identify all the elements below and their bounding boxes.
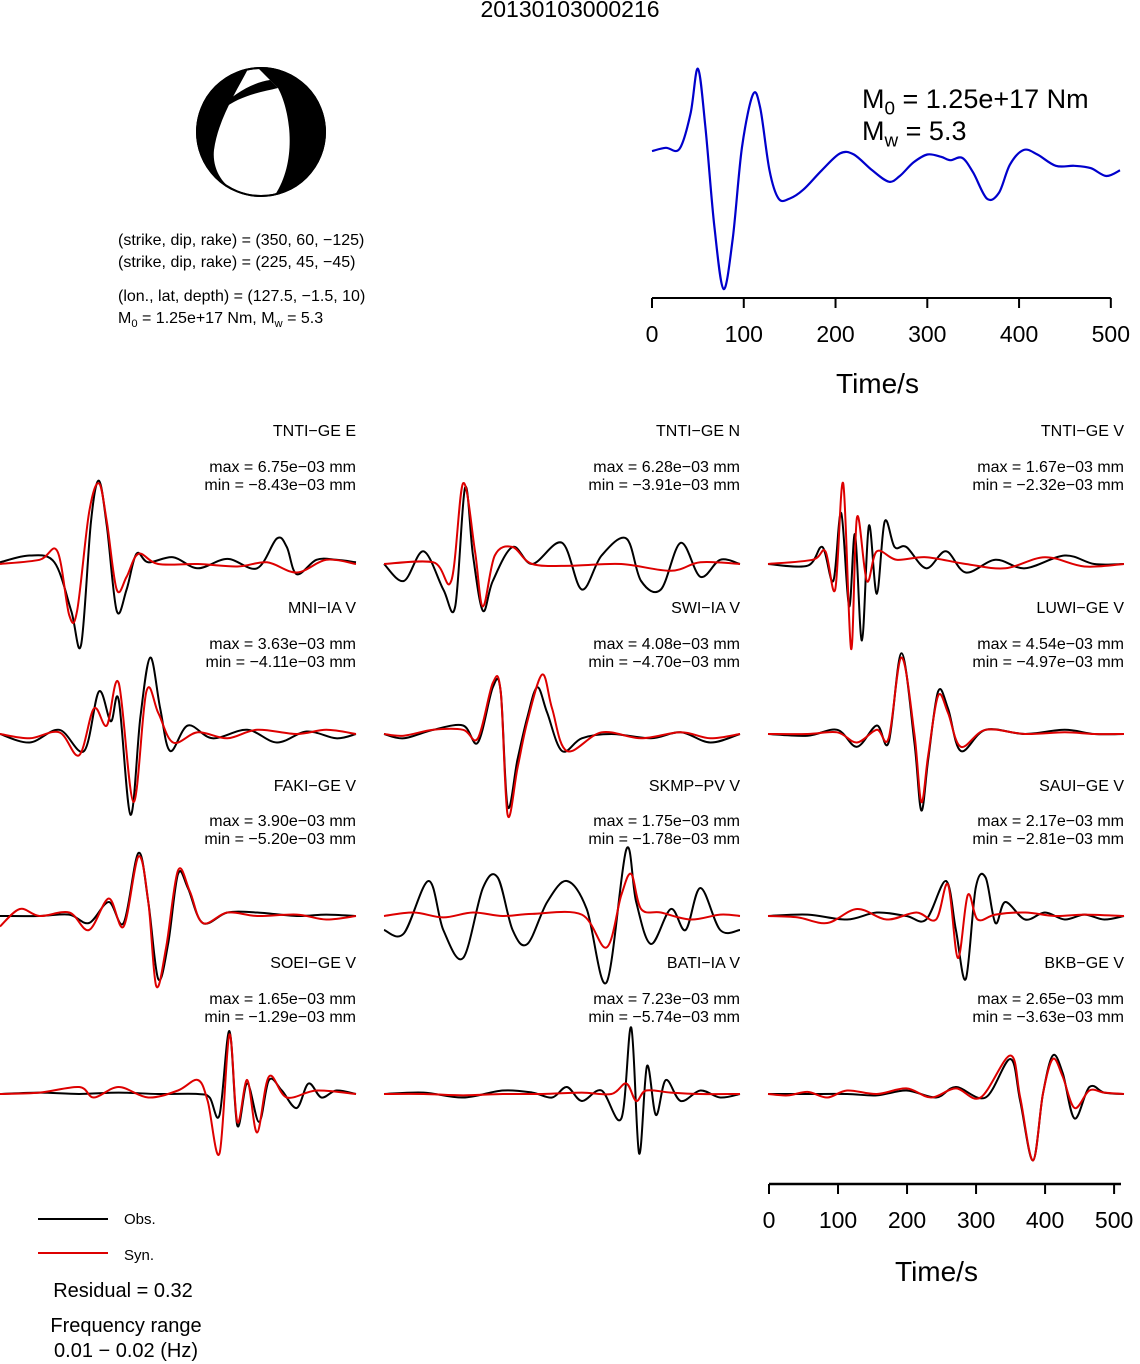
station-min: min = −5.20e−03 mm <box>204 831 356 848</box>
freq-label: Frequency range <box>50 1315 202 1337</box>
wave-x-tick-label: 200 <box>887 1207 927 1233</box>
obs-trace <box>384 487 740 613</box>
station-min: min = −2.32e−03 mm <box>972 477 1124 494</box>
syn-trace <box>384 483 740 607</box>
obs-trace <box>768 1055 1124 1161</box>
station-min: min = −3.91e−03 mm <box>588 477 740 494</box>
source-line-2: (strike, dip, rake) = (225, 45, −45) <box>118 254 356 271</box>
station-max: max = 4.08e−03 mm <box>593 636 740 653</box>
obs-trace <box>0 1031 356 1127</box>
station-max: max = 4.54e−03 mm <box>977 636 1124 653</box>
station-name: SOEI−GE V <box>270 955 356 972</box>
station-max: max = 3.63e−03 mm <box>209 636 356 653</box>
station-min: min = −2.81e−03 mm <box>972 831 1124 848</box>
legend-obs-label: Obs. <box>124 1211 156 1228</box>
station-name: TNTI−GE N <box>655 423 740 440</box>
plot-title: 20130103000216 <box>480 0 660 22</box>
stf-x-tick-label: 0 <box>645 321 659 347</box>
legend-syn-label: Syn. <box>124 1247 155 1264</box>
stf-x-tick-label: 200 <box>816 321 855 347</box>
source-line-1: (strike, dip, rake) = (350, 60, −125) <box>118 232 365 249</box>
stf-x-tick-label: 500 <box>1091 321 1131 347</box>
source-line-3: (lon., lat, depth) = (127.5, −1.5, 10) <box>118 288 366 305</box>
station-name: SWI−IA V <box>671 600 740 617</box>
stf-line <box>652 69 1120 289</box>
wave-x-tick-label: 500 <box>1094 1207 1134 1233</box>
station-min: min = −4.11e−03 mm <box>205 654 356 671</box>
station-max: max = 2.17e−03 mm <box>977 813 1124 830</box>
wave-x-tick-label: 300 <box>956 1207 996 1233</box>
station-max: max = 6.75e−03 mm <box>209 459 356 476</box>
stf-m0: $M_0 = 1.25e+17$ Nm <box>862 84 1089 120</box>
station-min: min = −5.74e−03 mm <box>588 1009 740 1026</box>
station-max: max = 1.75e−03 mm <box>593 813 740 830</box>
station-max: max = 3.90e−03 mm <box>209 813 356 830</box>
wave-x-tick-label: 0 <box>762 1207 776 1233</box>
syn-trace <box>768 483 1124 650</box>
station-min: min = −4.97e−03 mm <box>972 654 1124 671</box>
station-min: min = −3.63e−03 mm <box>972 1009 1124 1026</box>
source-line-4: $M_0 = 1.25e+17$ Nm, $M_w = 5.3$ <box>118 310 324 330</box>
station-name: FAKI−GE V <box>273 778 356 795</box>
station-name: MNI−IA V <box>287 600 356 617</box>
obs-trace <box>768 513 1124 641</box>
station-name: TNTI−GE V <box>1040 423 1124 440</box>
station-name: BATI−IA V <box>666 955 740 972</box>
stf-x-tick-label: 400 <box>999 321 1039 347</box>
station-name: BKB−GE V <box>1044 955 1124 972</box>
station-min: min = −8.43e−03 mm <box>204 477 356 494</box>
stf-xlabel: Time/s <box>836 368 919 399</box>
station-max: max = 1.67e−03 mm <box>977 459 1124 476</box>
residual-text: Residual = 0.32 <box>53 1280 193 1302</box>
syn-trace <box>768 884 1124 958</box>
station-min: min = −1.78e−03 mm <box>588 831 740 848</box>
stf-mw: $M_w = 5.3$ <box>862 116 967 152</box>
station-name: SKMP−PV V <box>648 778 740 795</box>
station-min: min = −1.29e−03 mm <box>204 1009 356 1026</box>
station-max: max = 1.65e−03 mm <box>209 991 356 1008</box>
station-max: max = 6.28e−03 mm <box>593 459 740 476</box>
station-name: LUWI−GE V <box>1036 600 1124 617</box>
wave-x-tick-label: 100 <box>818 1207 858 1233</box>
obs-trace <box>384 1027 740 1154</box>
stf-x-tick-label: 100 <box>724 321 763 347</box>
station-max: max = 2.65e−03 mm <box>977 991 1124 1008</box>
station-max: max = 7.23e−03 mm <box>593 991 740 1008</box>
wave-x-tick-label: 400 <box>1025 1207 1065 1233</box>
station-min: min = −4.70e−03 mm <box>588 654 740 671</box>
freq-range: 0.01 − 0.02 (Hz) <box>54 1340 198 1362</box>
station-name: TNTI−GE E <box>272 423 356 440</box>
wave-xlabel: Time/s <box>895 1256 978 1287</box>
stf-x-tick-label: 300 <box>908 321 947 347</box>
station-name: SAUI−GE V <box>1039 778 1124 795</box>
